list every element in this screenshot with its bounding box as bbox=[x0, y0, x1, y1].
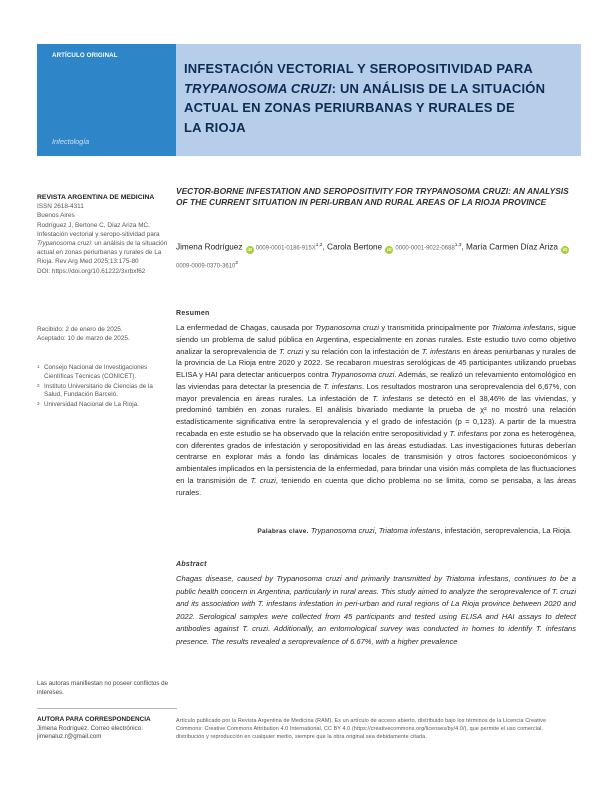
citation-block bbox=[37, 193, 172, 276]
author-name: María Carmen Díaz Ariza bbox=[466, 242, 558, 252]
orcid-icon[interactable]: iD bbox=[247, 246, 253, 252]
license-note: Artículo publicado por la Revista Argentina de Medicina (RAM). Es un artículo de acceso abierto, distribuido bajo los términos de la Licencia Creative Commons: Creative Commons Attribution 4.0 International, CC BY 4.0 (https://creativecommons.org/licenses/by/4.0/), que permite el uso comercial, distribución y reproducción en cualquier medio, siempre que la obra original sea debidamente citada. bbox=[176, 718, 547, 741]
issn: ISSN 2618-4311 bbox=[37, 203, 84, 211]
affiliation-item: 3 Universidad Nacional de La Rioja. bbox=[37, 401, 139, 409]
affiliation-item: 1 Consejo Nacional de Investigaciones Científicas Técnicas (CONICET). bbox=[37, 364, 148, 380]
dates-block bbox=[37, 325, 172, 343]
english-title: VECTOR-BORNE INFESTATION AND SEROPOSITIVITY FOR TRYPANOSOMA CRUZI: AN ANALYSIS OF THE CURRENT SITUATION IN PERI-URBAN AND RURAL AREAS OF LA RIOJA PROVINCE bbox=[176, 186, 569, 208]
orcid-id[interactable]: 0009-0009-0370-3610 bbox=[176, 263, 236, 270]
journal-name: REVISTA ARGENTINA DE MEDICINA bbox=[37, 194, 155, 201]
correspondence-heading: AUTORA PARA CORRESPONDENCIA bbox=[37, 716, 151, 723]
abstract-heading: Abstract bbox=[176, 561, 207, 568]
affiliations bbox=[37, 364, 172, 411]
resumen-text: La enfermedad de Chagas, causada por Trypanosoma cruzi y transmitida principalmente por Triatoma infestans, sigue siendo un problema de salud pública en Argentina, especialmente en zonas rurales. Este estudio tuvo como objetivo analizar la seroprevalencia de T. cruzi y su relación con la infestación de T. infestans en áreas periurbanas y rurales de la provincia de La Rioja entre 2020 y 2022. Se recabaron muestras serológicas de 45 participantes utilizando pruebas ELISA y HAI para detectar anticuerpos contra Trypanosoma cruzi. Además, se realizó un relevamiento entomológico en las viviendas para detectar la presencia de T. infestans. Los resultados mostraron una seroprevalencia del 6,67%, con mayor prevalencia en áreas rurales. La infestación de T. infestans se detectó en el 38,46% de las viviendas, y predominó también en zonas rurales. El análisis bivariado mediante la prueba de χ² no mostró una relación estadísticamente significativa entre la seroprevalencia y el grado de infestación (p = 0,123). A partir de la muestra recabada en este estudio se ha observado que la relación entre seropositividad y T. infestans por zona es heterogénea, con diferentes grados de infestación y seropositividad en las áreas estudiadas. Las investigaciones futuras deberían centrarse en explorar más a fondo las dinámicas locales de transmisión y otros factores socioeconómicos y ambientales implicados en la persistencia de la enfermedad, para brindar una visión más completa de las fluctuaciones en la transmisión de T. cruzi, teniendo en cuenta que dicho problema no se limita, como se pensaba, a las áreas rurales. bbox=[176, 323, 576, 497]
header-title-panel bbox=[176, 44, 581, 156]
section-label: ARTÍCULO ORIGINAL bbox=[52, 52, 118, 59]
keywords: Palabras clave. Trypanosoma cruzi, Triatoma infestans, infestación, seroprevalencia, La Rioja. bbox=[257, 526, 572, 535]
affiliation-item: 2 Instituto Universitario de Ciencias de la Salud, Fundación Barceló. bbox=[37, 382, 153, 399]
header-left-panel bbox=[37, 44, 176, 156]
accepted-date: Aceptado: 10 de marzo de 2025. bbox=[37, 335, 130, 343]
city: Buenos Aires bbox=[37, 212, 75, 220]
title-line-4: LA RIOJA bbox=[184, 119, 246, 135]
title-line-1: INFESTACIÓN VECTORIAL Y SEROPOSITIVIDAD PARA bbox=[184, 61, 534, 76]
article-title bbox=[184, 59, 574, 137]
orcid-id[interactable]: 0009-0001-0186-915X bbox=[255, 245, 316, 252]
orcid-icon[interactable]: iD bbox=[562, 246, 568, 252]
category-label: Infectología bbox=[52, 137, 90, 146]
orcid-icon[interactable]: iD bbox=[387, 246, 392, 252]
title-line-3: ACTUAL EN ZONAS PERIURBANAS Y RURALES DE bbox=[184, 100, 515, 115]
resumen-heading: Resumen bbox=[176, 310, 210, 317]
author-list: Jimena Rodríguez iD $0009-0001-0186-915X^{1,2}$, Carola Bertone iD 0000-0001-9022-0688$^{1,3}$, María Carmen Díaz Ariza iD0009-0009-0370-3610$^2$ bbox=[176, 242, 568, 270]
conflicts-note: Las autoras manifiestan no poseer conflictos de intereses. bbox=[37, 680, 169, 696]
doi-link[interactable]: DOI: https://doi.org/10.61222/3xrbxf62 bbox=[37, 267, 146, 275]
abstract-text: Chagas disease, caused by Trypanosoma cruzi and primarily transmitted by Triatoma infestans, continues to be a public health concern in Argentina, particularly in rural areas. This study aimed to analyze the seroprevalence of T. cruzi and its association with T. infestans infestation in peri-urban and rural regions of La Rioja province between 2020 and 2022. Serological samples were collected from 45 participants and tested using ELISA and HAI assays to detect antibodies against T. cruzi. Additionally, an entomological survey was conducted in homes to identify T. infestans presence. The results revealed a seroprevalence of 6.67%, with a higher prevalence bbox=[176, 574, 576, 646]
author-name: Jimena Rodríguez bbox=[176, 242, 243, 252]
citation: Rodríguez J, Bertone C, Díaz Ariza MC. Infestación vectorial y seropo-sitividad para Trypanosoma cruzi: un análisis de la situación actual en zonas periurbanas y rurales de La Rioja. Rev Arg Med 2025;13:175-80 bbox=[37, 221, 168, 266]
title-italic: TRYPANOSOMA CRUZI bbox=[184, 80, 332, 96]
keywords-label: Palabras clave. bbox=[257, 528, 309, 535]
received-date: Recibido: 2 de enero de 2025. bbox=[37, 326, 123, 333]
divider bbox=[37, 708, 177, 709]
title-line-2: : UN ANÁLISIS DE LA SITUACIÓN bbox=[331, 80, 546, 96]
orcid-id[interactable]: 0000-0001-9022-0688 bbox=[395, 245, 455, 252]
correspondence-block bbox=[37, 716, 172, 742]
correspondence-text: Jimena Rodríguez. Correo electrónico: jimenaluz.r@gmail.com bbox=[37, 724, 143, 740]
author-name: Carola Bertone bbox=[327, 242, 383, 252]
